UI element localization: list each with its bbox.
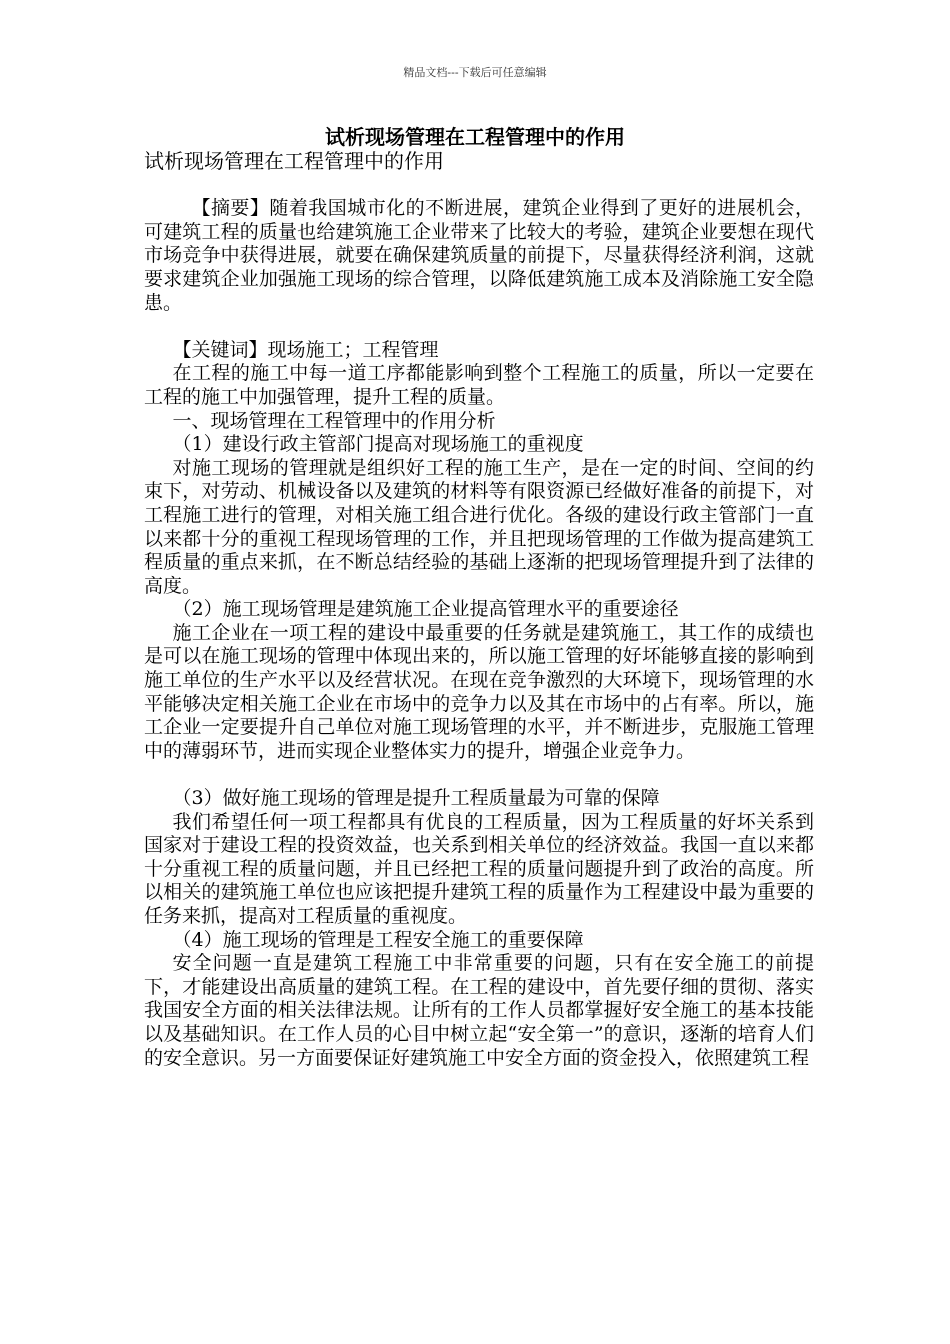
item-heading: （1）建设行政主管部门提高对现场施工的重视度 <box>172 433 584 456</box>
body-paragraph: 施工企业在一项工程的建设中最重要的任务就是建筑施工，其工作的成绩也是可以在施工现场的管理中体现出来的，所以施工管理的好坏能够直接的影响到施工单位的生产水平以及经营状况。在现在竞争激烈的大环境下，现场管理的水平能够决定相关施工企业在市场中的竞争力以及其在市场中的占有率。所以，施工企业一定要提升自己单位对施工现场管理的水平，并不断进步，克服施工管理中的薄弱环节，进而实现企业整体实力的提升，增强企业竞争力。 <box>144 621 814 762</box>
intro-paragraph: 在工程的施工中每一道工序都能影响到整个工程施工的质量，所以一定要在工程的施工中加强管理，提升工程的质量。 <box>144 362 814 408</box>
body-paragraph: 我们希望任何一项工程都具有优良的工程质量，因为工程质量的好坏关系到国家对于建设工程的投资效益，也关系到相关单位的经济效益。我国一直以来都十分重视工程的质量问题，并且已经把工程的质量问题提升到了政治的高度。所以相关的建筑施工单位也应该把提升建筑工程的质量作为工程建设中最为重要的任务来抓，提高对工程质量的重视度。 <box>144 810 814 927</box>
item-heading: （3）做好施工现场的管理是提升工程质量最为可靠的保障 <box>172 787 660 810</box>
keywords-paragraph: 【关键词】现场施工；工程管理 <box>172 338 439 361</box>
document-body <box>144 150 814 1070</box>
document-title: 试析现场管理在工程管理中的作用 <box>325 125 625 149</box>
blank-line <box>144 174 814 198</box>
item-heading: （4）施工现场的管理是工程安全施工的重要保障 <box>172 928 584 951</box>
document-subtitle: 试析现场管理在工程管理中的作用 <box>144 149 444 173</box>
header-note: 精品文档---下载后可任意编辑 <box>403 66 547 79</box>
section-heading: 一、现场管理在工程管理中的作用分析 <box>172 409 496 432</box>
body-paragraph: 安全问题一直是建筑工程施工中非常重要的问题，只有在安全施工的前提下，才能建设出高质量的建筑工程。在工程的建设中，首先要仔细的贯彻、落实我国安全方面的相关法律法规。让所有的工作人员都掌握好安全施工的基本技能以及基础知识。在工作人员的心目中树立起“安全第一”的意识，逐渐的培育人们的安全意识。另一方面要保证好建筑施工中安全方面的资金投入，依照建筑工程 <box>144 952 814 1069</box>
item-heading: （2）施工现场管理是建筑施工企业提高管理水平的重要途径 <box>172 598 679 621</box>
body-paragraph: 对施工现场的管理就是组织好工程的施工生产，是在一定的时间、空间的约束下，对劳动、机械设备以及建筑的材料等有限资源已经做好准备的前提下，对工程施工进行的管理，对相关施工组合进行优化。各级的建设行政主管部门一直以来都十分的重视工程现场管理的工作，并且把现场管理的工作做为提高建筑工程质量的重点来抓，在不断总结经验的基础上逐渐的把现场管理提升到了法律的高度。 <box>144 456 814 597</box>
abstract-paragraph: 【摘要】随着我国城市化的不断进展，建筑企业得到了更好的进展机会，可建筑工程的质量也给建筑施工企业带来了比较大的考验，建筑企业要想在现代市场竞争中获得进展，就要在确保建筑质量的前提下，尽量获得经济利润，这就要求建筑企业加强施工现场的综合管理，以降低建筑施工成本及消除施工安全隐患。 <box>144 197 814 314</box>
blank-line <box>144 763 814 787</box>
blank-line <box>144 315 814 339</box>
